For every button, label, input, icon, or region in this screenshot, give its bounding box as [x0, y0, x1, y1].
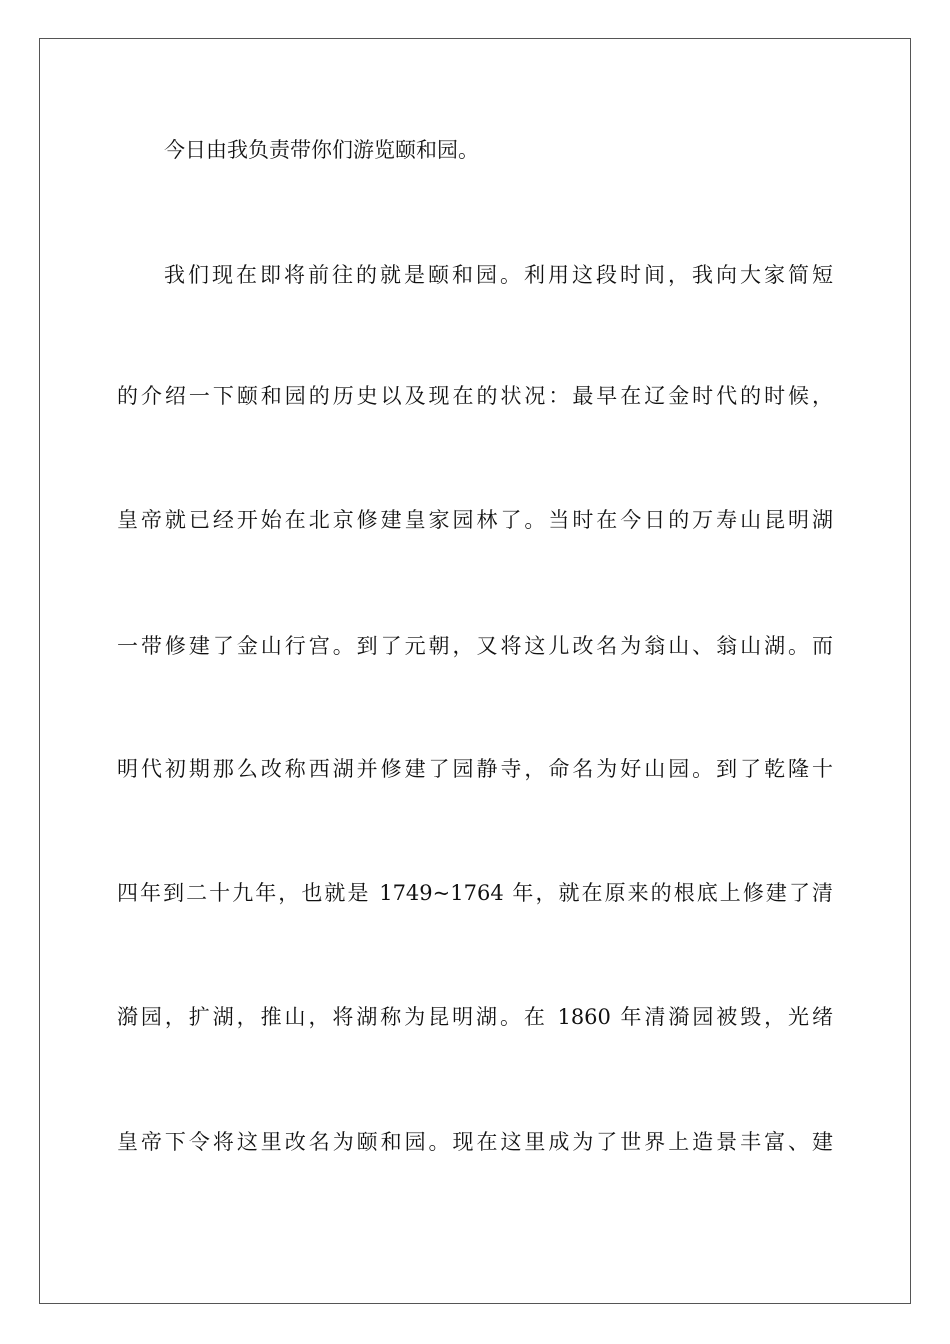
- paragraph-line-2: 我们现在即将前往的就是颐和园。利用这段时间，我向大家简短: [164, 263, 833, 287]
- paragraph-line-3: 的介绍一下颐和园的历史以及现在的状况：最早在辽金时代的时候，: [117, 384, 833, 408]
- paragraph-line-6: 明代初期那么改称西湖并修建了园静寺，命名为好山园。到了乾隆十: [117, 757, 833, 781]
- paragraph-line-9: 皇帝下令将这里改名为颐和园。现在这里成为了世界上造景丰富、建: [117, 1130, 833, 1154]
- paragraph-line-8: 漪园，扩湖，推山，将湖称为昆明湖。在 1860 年清漪园被毁，光绪: [117, 1005, 833, 1029]
- page-frame: [39, 38, 911, 1304]
- paragraph-line-7: 四年到二十九年，也就是 1749~1764 年，就在原来的根底上修建了清: [117, 881, 833, 905]
- paragraph-line-1: 今日由我负责带你们游览颐和园。: [164, 138, 479, 162]
- paragraph-line-5: 一带修建了金山行宫。到了元朝，又将这儿改名为翁山、翁山湖。而: [117, 634, 833, 658]
- paragraph-line-4: 皇帝就已经开始在北京修建皇家园林了。当时在今日的万寿山昆明湖: [117, 508, 833, 532]
